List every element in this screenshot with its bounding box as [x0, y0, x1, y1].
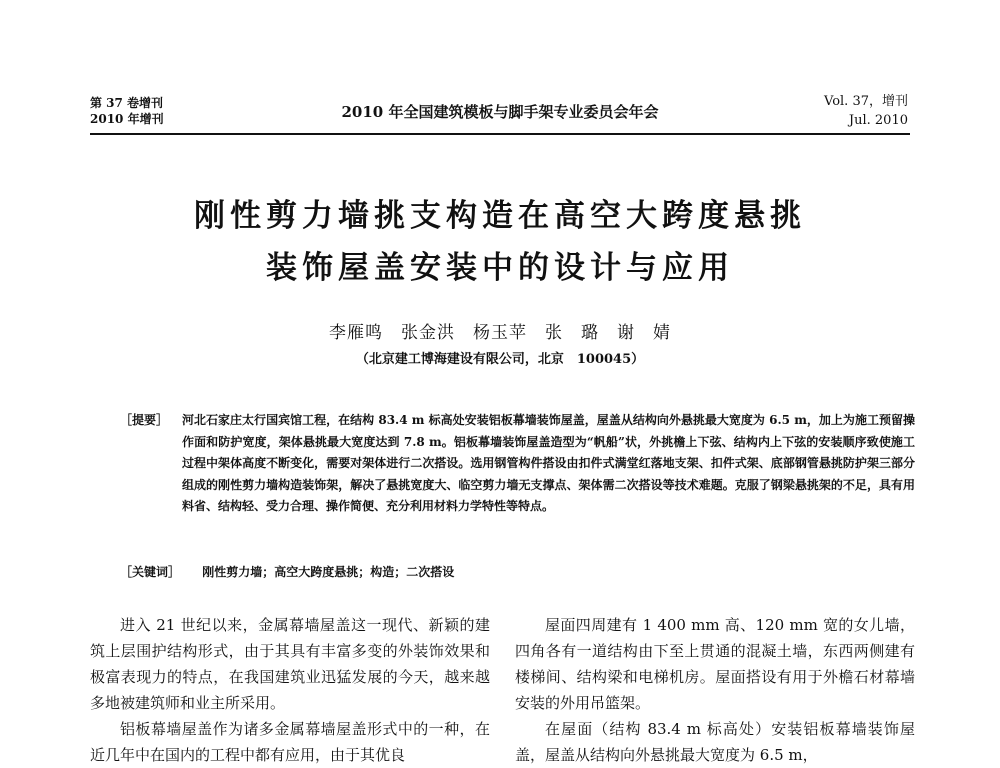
volume-line: 第 37 卷增刊	[90, 96, 164, 110]
journal-volume-info-en	[824, 92, 908, 130]
body-paragraph: 进入 21 世纪以来，金属幕墙屋盖这一现代、新颖的建筑上层围护结构形式，由于其具有丰富多变的外装饰效果和极富表现力的特点，在我国建筑业迅猛发展的今天，越来越多地被建筑师和业主所采用。	[90, 616, 490, 712]
date-line-en: Jul. 2010	[848, 113, 908, 128]
body-column-right	[515, 612, 915, 768]
abstract-label: ［提要］	[120, 413, 169, 427]
body-column-left	[90, 612, 490, 768]
conference-name: 2010 年全国建筑模板与脚手架专业委员会年会	[341, 103, 659, 121]
affiliation: （北京建工博海建设有限公司，北京 100045）	[355, 352, 645, 367]
keywords-text: 刚性剪力墙；高空大跨度悬挑；构造；二次搭设	[202, 565, 455, 579]
paper-title	[0, 190, 1000, 294]
volume-line-en: Vol. 37，增刊	[824, 94, 908, 109]
body-paragraph: 在屋面（结构 83.4 m 标高处）安装铝板幕墙装饰屋盖，屋盖从结构向外悬挑最大宽度为 6.5 m，	[515, 720, 915, 764]
keywords	[120, 563, 454, 580]
title-line-1: 刚性剪力墙挑支构造在高空大跨度悬挑	[194, 198, 806, 234]
keywords-label: ［关键词］	[120, 565, 181, 579]
body-paragraph: 铝板幕墙屋盖作为诸多金属幕墙屋盖形式中的一种，在近几年中在国内的工程中都有应用，由于其优良	[90, 720, 490, 764]
body-paragraph: 屋面四周建有 1 400 mm 高、120 mm 宽的女儿墙，四角各有一道结构由下至上贯通的混凝土墙，东西两侧建有楼梯间、结构梁和电梯机房。屋面搭设有用于外檐石材幕墙安装的外用吊篮架。	[515, 616, 915, 712]
author-list: 李雁鸣 张金洪 杨玉苹 张 璐 谢 婧	[329, 323, 671, 343]
title-line-2: 装饰屋盖安装中的设计与应用	[266, 250, 734, 286]
abstract-text: 河北石家庄太行国宾馆工程，在结构 83.4 m 标高处安装铝板幕墙装饰屋盖，屋盖从结构向外悬挑最大宽度为 6.5 m，加上为施工预留操作面和防护宽度，架体悬挑最大宽度达到 7.8 m。铝板幕墙装饰屋盖造型为“帆船”状，外挑檐上下弦、结构内上下弦的安装顺序致使施工过程中架体高度不断变化，需要对架体进行二次搭设。选用钢管构件搭设由扣件式满堂红落地支架、扣件式架、底部钢管悬挑防护架三部分组成的刚性剪力墙构造装饰架，解决了悬挑宽度大、临空剪力墙无支撑点、架体需二次搭设等技术难题。克服了钢梁悬挑架的不足，具有用料省、结构轻、受力合理、操作简便、充分利用材料力学特性等特点。	[182, 413, 915, 513]
header-divider	[90, 133, 910, 135]
year-line: 2010 年增刊	[90, 112, 164, 126]
abstract	[120, 410, 915, 518]
